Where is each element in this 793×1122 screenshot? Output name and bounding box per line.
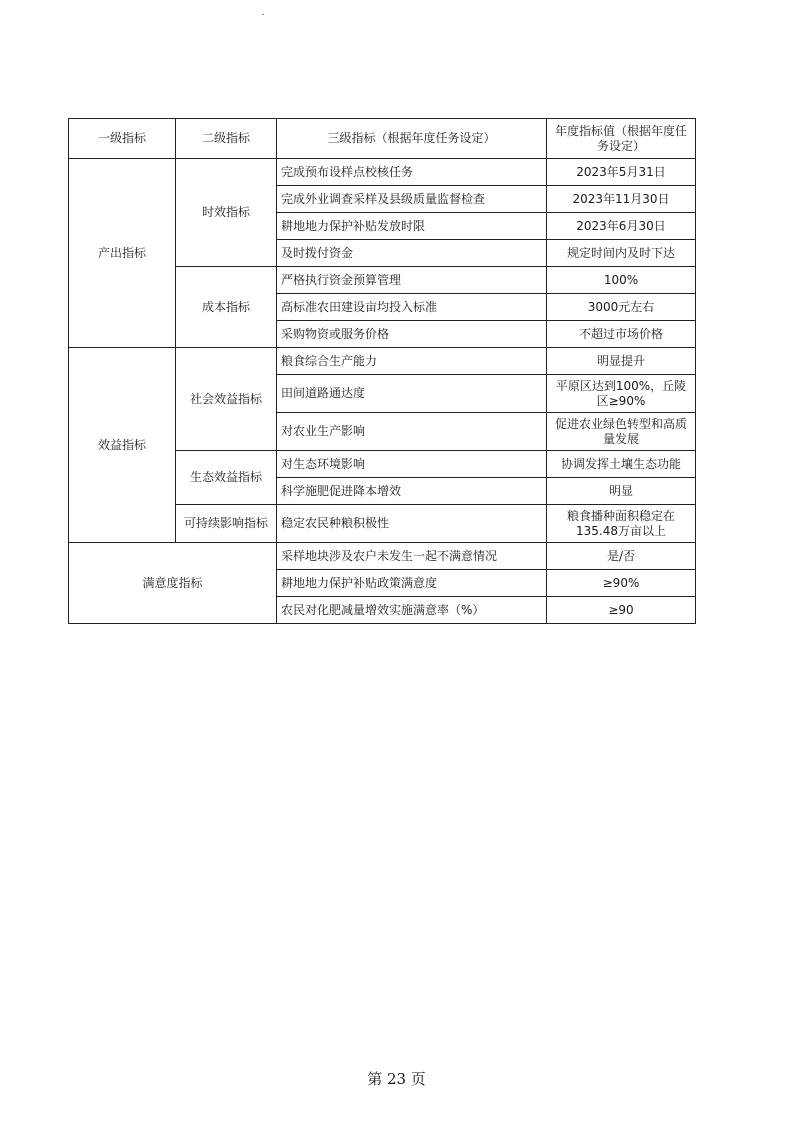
level2-ecological: 生态效益指标 [176, 451, 277, 505]
scan-speck [262, 14, 264, 15]
table-row [69, 159, 696, 186]
level1-output: 产出指标 [69, 159, 176, 348]
header-annual-value: 年度指标值（根据年度任务设定） [547, 119, 696, 159]
indicator-cell: 对生态环境影响 [277, 451, 547, 478]
header-level3: 三级指标（根据年度任务设定） [277, 119, 547, 159]
indicator-cell: 稳定农民种粮积极性 [277, 505, 547, 543]
level1-benefit: 效益指标 [69, 348, 176, 543]
header-level2: 二级指标 [176, 119, 277, 159]
value-cell: 促进农业绿色转型和高质量发展 [547, 413, 696, 451]
value-cell: 粮食播种面积稳定在135.48万亩以上 [547, 505, 696, 543]
level2-timeliness: 时效指标 [176, 159, 277, 267]
value-cell: 明显提升 [547, 348, 696, 375]
indicator-cell: 高标准农田建设亩均投入标准 [277, 294, 547, 321]
page-number: 第 23 页 [367, 1070, 426, 1088]
table-row [69, 348, 696, 375]
value-cell: 3000元左右 [547, 294, 696, 321]
value-cell: 不超过市场价格 [547, 321, 696, 348]
level2-cost: 成本指标 [176, 267, 277, 348]
indicator-cell: 对农业生产影响 [277, 413, 547, 451]
indicator-cell: 严格执行资金预算管理 [277, 267, 547, 294]
indicator-cell: 耕地地力保护补贴政策满意度 [277, 570, 547, 597]
indicator-cell: 耕地地力保护补贴发放时限 [277, 213, 547, 240]
value-cell: 2023年6月30日 [547, 213, 696, 240]
level1-satisfaction: 满意度指标 [69, 543, 277, 624]
value-cell: ≥90 [547, 597, 696, 624]
performance-indicator-table [68, 118, 696, 624]
value-cell: 规定时间内及时下达 [547, 240, 696, 267]
indicator-cell: 采样地块涉及农户未发生一起不满意情况 [277, 543, 547, 570]
table-header-row [69, 119, 696, 159]
value-cell: 2023年5月31日 [547, 159, 696, 186]
indicator-cell: 科学施肥促进降本增效 [277, 478, 547, 505]
value-cell: ≥90% [547, 570, 696, 597]
indicator-cell: 粮食综合生产能力 [277, 348, 547, 375]
level2-sustainable: 可持续影响指标 [176, 505, 277, 543]
value-cell: 协调发挥土壤生态功能 [547, 451, 696, 478]
level2-social: 社会效益指标 [176, 348, 277, 451]
indicator-cell: 及时拨付资金 [277, 240, 547, 267]
indicator-cell: 完成预布设样点校核任务 [277, 159, 547, 186]
indicator-cell: 田间道路通达度 [277, 375, 547, 413]
indicator-cell: 完成外业调查采样及县级质量监督检查 [277, 186, 547, 213]
indicator-cell: 采购物资或服务价格 [277, 321, 547, 348]
value-cell: 明显 [547, 478, 696, 505]
value-cell: 2023年11月30日 [547, 186, 696, 213]
table-row [69, 543, 696, 570]
value-cell: 是/否 [547, 543, 696, 570]
indicator-cell: 农民对化肥减量增效实施满意率（%） [277, 597, 547, 624]
header-level1: 一级指标 [69, 119, 176, 159]
value-cell: 100% [547, 267, 696, 294]
value-cell: 平原区达到100%，丘陵区≥90% [547, 375, 696, 413]
